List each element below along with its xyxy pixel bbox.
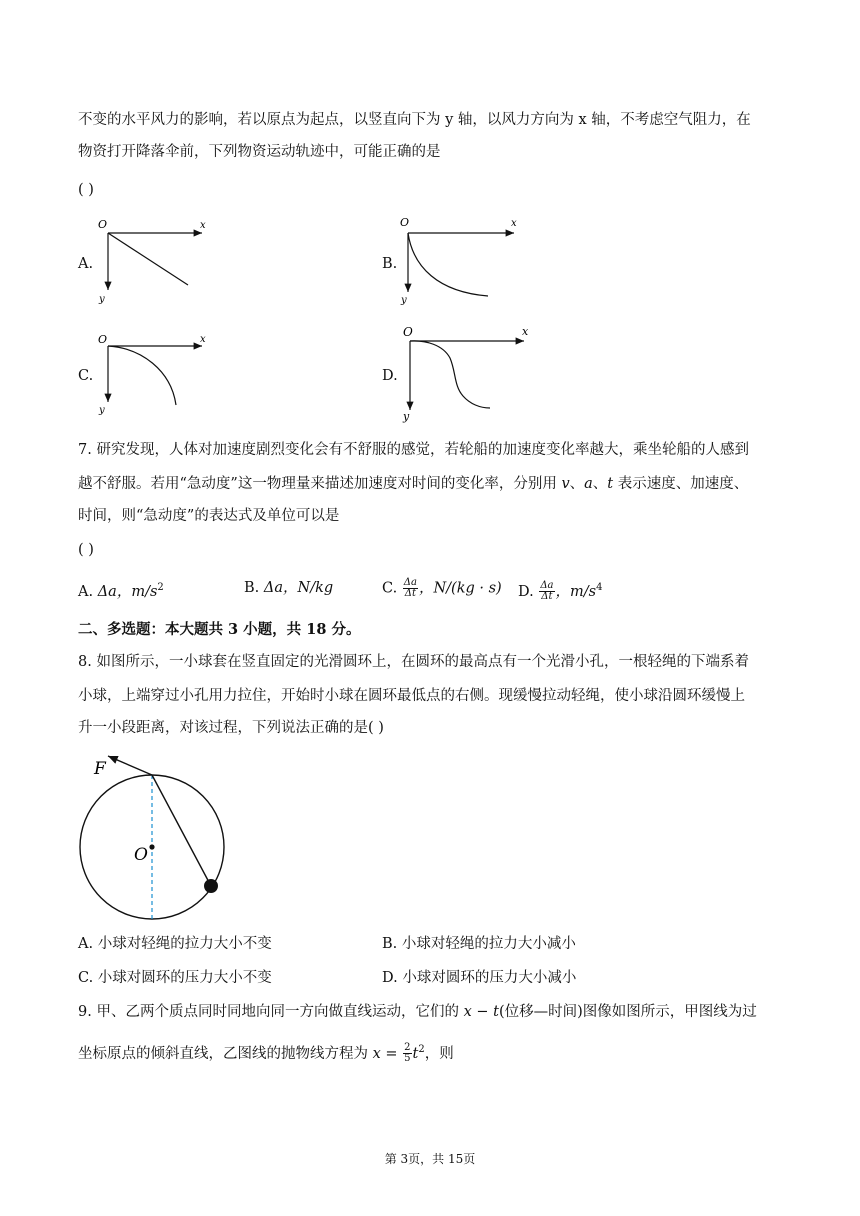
q8-line-2: 小球，上端穿过小孔用力拉住，开始时小球在圆环最低点的右侧。现缓慢拉动轻绳，使小球沿圆环缓慢上 <box>78 688 745 704</box>
q6-option-c-graph <box>96 330 216 420</box>
q7-option-b: B. Δa，N/kg <box>244 580 334 596</box>
force-label: F <box>94 759 106 779</box>
trajectory-curve <box>408 233 488 296</box>
q8-option-a: A. 小球对轻绳的拉力大小不变 <box>78 936 272 952</box>
q6-option-d-label: D. <box>382 368 398 384</box>
q6-answer-blank: ( ) <box>78 182 94 198</box>
center-label: O <box>134 845 148 865</box>
rope <box>152 775 211 886</box>
q6-option-c-label: C. <box>78 368 94 384</box>
page-footer: 第 3页，共 15页 <box>384 1152 476 1166</box>
q7-line-3: 时间，则“急动度”的表达式及单位可以是 <box>78 508 340 524</box>
axis-x-label: x <box>200 220 206 231</box>
trajectory-line <box>108 233 188 285</box>
q6-option-a-label: A. <box>78 256 94 272</box>
q6-option-b-graph <box>398 212 528 308</box>
ball <box>204 879 218 893</box>
axis-origin-label: O <box>400 216 410 229</box>
delta-fraction: $\frac{\Delta a}{\Delta t}$ <box>403 577 417 599</box>
q7-answer-blank: ( ) <box>78 542 94 558</box>
q9-line-2: 坐标原点的倾斜直线，乙图线的抛物线方程为 x = $\frac{2}{5}$ $t^2$，则 <box>78 1042 454 1065</box>
q8-line-1: 8. 如图所示，一小球套在竖直固定的光滑圆环上，在圆环的最高点有一个光滑小孔，一根轻绳的下端系着 <box>78 654 749 670</box>
time-symbol: t <box>607 476 614 492</box>
q9-line-1: 9. 甲、乙两个质点同时同地向同一方向做直线运动，它们的 x − t(位移—时间)图像如图所示，甲图线为过 <box>78 1004 757 1020</box>
center-dot <box>149 844 154 849</box>
q7-option-c: C. $\frac{\Delta a}{\Delta t}$ ，N/(kg · s) <box>382 577 502 599</box>
axis-y-label: y <box>403 410 410 423</box>
q6-option-d-graph <box>398 320 538 424</box>
q8-option-d: D. 小球对圆环的压力大小减小 <box>382 970 577 986</box>
section-heading: 二、多选题：本大题共 3 小题，共 18 分。 <box>78 621 361 638</box>
delta-fraction: $\frac{\Delta a}{\Delta t}$ <box>540 580 554 603</box>
q6-option-a-graph <box>96 214 216 306</box>
trajectory-curve <box>410 341 490 408</box>
trajectory-curve <box>108 346 176 405</box>
q7-option-d: D. $\frac{\Delta a}{\Delta t}$ ，$m/s^4$ <box>518 580 603 603</box>
axis-origin-label: O <box>98 333 108 346</box>
q6-line-2: 物资打开降落伞前，下列物资运动轨迹中，可能正确的是 <box>78 144 441 160</box>
q8-ring-figure <box>78 752 238 924</box>
axis-x-label: x <box>511 218 517 229</box>
velocity-symbol: v <box>561 476 570 492</box>
axis-y-label: y <box>99 405 105 416</box>
q7-line-2: 越不舒服。若用“急动度”这一物理量来描述加速度对时间的变化率，分别用 v、a、t 表示速度、加速度、 <box>78 476 749 492</box>
force-arrow <box>108 756 152 775</box>
coefficient-fraction: $\frac{2}{5}$ <box>404 1042 411 1065</box>
q6-option-b-label: B. <box>382 256 398 272</box>
axis-y-label: y <box>401 295 407 306</box>
axis-x-label: x <box>200 334 206 345</box>
axis-origin-label: O <box>403 325 413 339</box>
q8-option-b: B. 小球对轻绳的拉力大小减小 <box>382 936 576 952</box>
q8-option-c: C. 小球对圆环的压力大小不变 <box>78 970 272 986</box>
axis-x-label: x <box>522 325 529 338</box>
axis-y-label: y <box>99 294 105 305</box>
q8-line-3: 升一小段距离，对该过程，下列说法正确的是( ) <box>78 720 384 736</box>
acceleration-symbol: a <box>584 476 593 492</box>
q7-option-a: A. Δa，$m/s^2$ <box>78 582 164 600</box>
q6-line-1: 不变的水平风力的影响，若以原点为起点，以竖直向下为 y 轴，以风力方向为 x 轴，不考虑空气阻力，在 <box>78 112 751 128</box>
q7-line-1: 7. 研究发现，人体对加速度剧烈变化会有不舒服的感觉，若轮船的加速度变化率越大，乘坐轮船的人感到 <box>78 442 749 458</box>
axis-origin-label: O <box>98 218 108 231</box>
